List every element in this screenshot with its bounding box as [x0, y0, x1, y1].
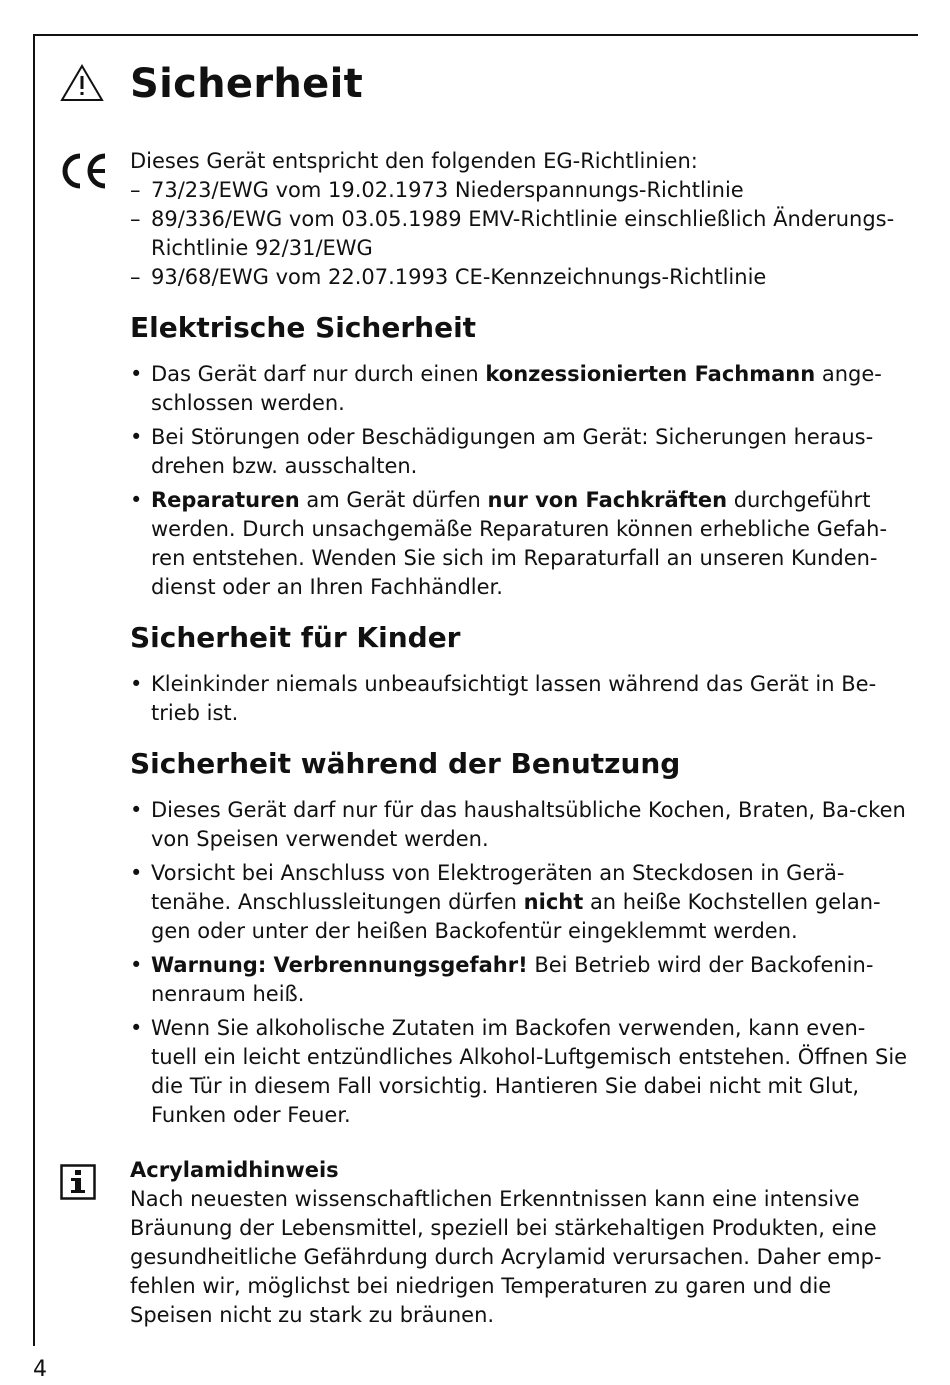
notice-title: Acrylamidhinweis: [130, 1158, 339, 1182]
ce-intro: Dieses Gerät entspricht den folgenden EG-Richtlinien:: [130, 149, 698, 173]
child-safety-section: [130, 620, 910, 728]
bullet-list: [130, 360, 910, 602]
directive-item: – 93/68/EWG vom 22.07.1993 CE-Kennzeichnungs-Richtlinie: [130, 265, 767, 289]
info-icon: [60, 1164, 96, 1200]
bullet-list: [130, 796, 910, 1130]
list-item: • Bei Störungen oder Beschädigungen am Gerät: Sicherungen heraus-drehen bzw. ausschalten.: [130, 425, 874, 478]
directive-item: – 89/336/EWG vom 03.05.1989 EMV-Richtlinie einschließlich Änderungs-Richtlinie 92/31/EWG: [130, 207, 895, 260]
ce-mark-icon: [60, 150, 112, 192]
list-item: • Das Gerät darf nur durch einen konzessionierten Fachmann ange-schlossen werden.: [130, 362, 882, 415]
acrylamide-notice: [130, 1156, 910, 1330]
list-item: • Reparaturen am Gerät dürfen nur von Fachkräften durchgeführt werden. Durch unsachgemäße Reparaturen können erhebliche Gefah-ren entstehen. Wenden Sie sich im Reparaturfall an unseren Kunden-dienst oder an Ihren Fachhändler.: [130, 488, 888, 599]
page-number: 4: [33, 1357, 47, 1382]
list-item: • Vorsicht bei Anschluss von Elektrogeräten an Steckdosen in Gerä-tenähe. Anschlussleitungen dürfen nicht an heiße Kochstellen gelan-gen oder unter der heißen Backofentür eingeklemmt werden.: [130, 861, 881, 943]
section-heading: Sicherheit während der Benutzung: [130, 747, 681, 780]
usage-safety-section: [130, 746, 910, 1130]
list-item: • Wenn Sie alkoholische Zutaten im Backofen verwenden, kann even-tuell ein leicht entzündliches Alkohol-Luftgemisch entstehen. Öffnen Sie die Tür in diesem Fall vorsichtig. Hantieren Sie dabei nicht mit Glut, Funken oder Feuer.: [130, 1016, 908, 1127]
ce-section: [130, 147, 910, 292]
list-item: • Dieses Gerät darf nur für das haushaltsübliche Kochen, Braten, Ba-cken von Speisen verwendet werden.: [130, 798, 906, 851]
page-title: Sicherheit: [130, 61, 363, 107]
warning-triangle-icon: [60, 64, 104, 102]
bullet-list: [130, 670, 910, 728]
section-heading: Elektrische Sicherheit: [130, 311, 477, 344]
notice-text: Nach neuesten wissenschaftlichen Erkenntnissen kann eine intensive Bräunung der Lebensmittel, speziell bei stärkehaltigen Produkten, eine gesundheitliche Gefährdung durch Acrylamid verursachen. Daher emp-fehlen wir, möglichst bei niedrigen Temperaturen zu garen und die Speisen nicht zu stark zu bräunen.: [130, 1187, 882, 1327]
list-item: • Warnung: Verbrennungsgefahr! Bei Betrieb wird der Backofenin-nenraum heiß.: [130, 953, 874, 1006]
directive-item: – 73/23/EWG vom 19.02.1973 Niederspannungs-Richtlinie: [130, 178, 744, 202]
list-item: • Kleinkinder niemals unbeaufsichtigt lassen während das Gerät in Be-trieb ist.: [130, 672, 877, 725]
main-content: [130, 58, 910, 1330]
left-rule: [33, 34, 35, 1346]
electrical-safety-section: [130, 310, 910, 602]
top-rule: [33, 34, 918, 36]
section-heading: Sicherheit für Kinder: [130, 621, 461, 654]
